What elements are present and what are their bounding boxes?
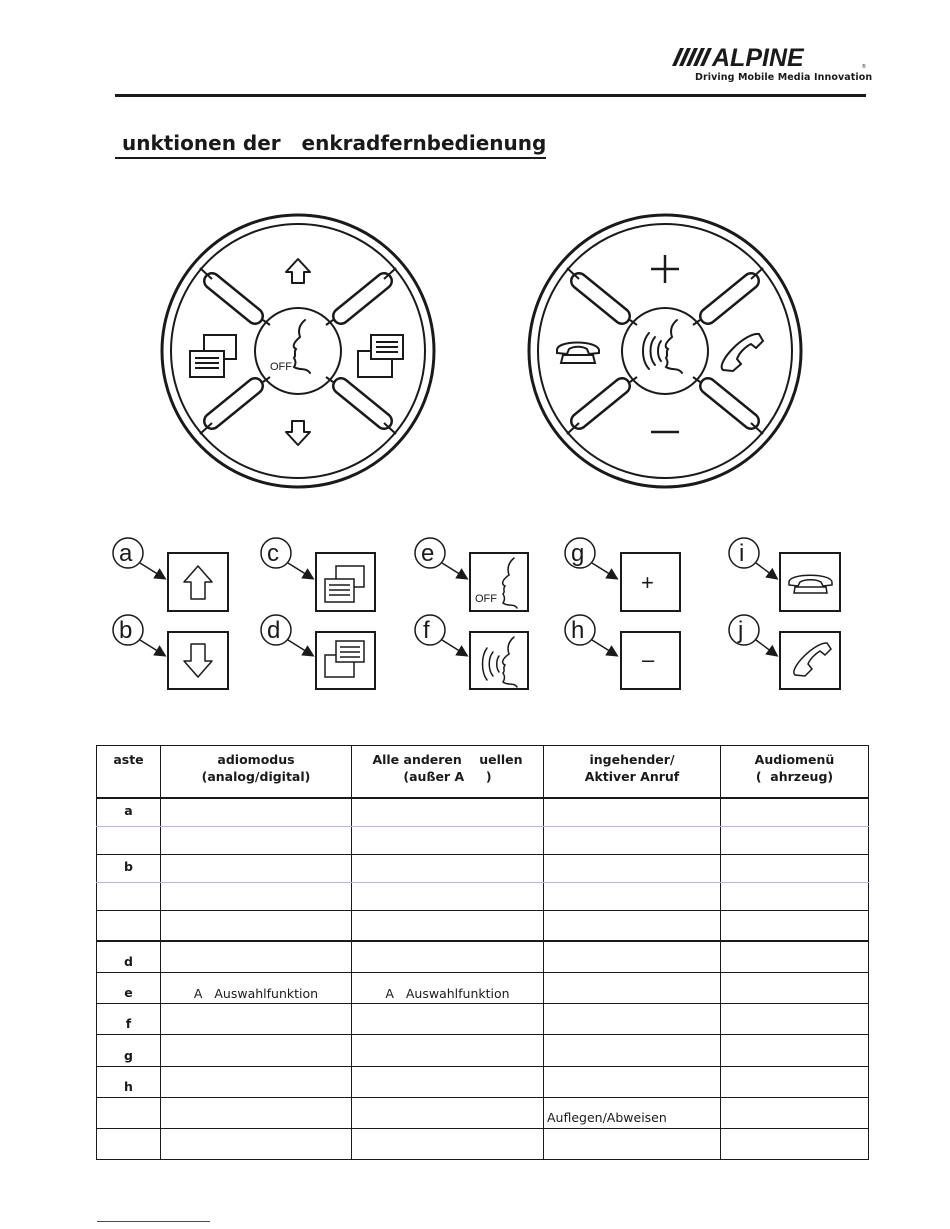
function-table xyxy=(96,745,869,1160)
key-j xyxy=(729,615,840,689)
svg-text:e: e xyxy=(421,540,435,567)
svg-text:a: a xyxy=(119,540,133,567)
footer-link-underline xyxy=(97,1221,210,1222)
arrow-up-icon xyxy=(184,566,212,599)
cards-back-icon xyxy=(325,566,364,602)
table-row: f xyxy=(97,1004,869,1035)
header-call: ingehender/ Aktiver Anruf xyxy=(544,746,721,799)
header-audio-menu: Audiomenü ( ahrzeug) xyxy=(721,746,869,799)
table-row: a xyxy=(97,798,869,827)
svg-text:b: b xyxy=(119,617,133,644)
key-e xyxy=(415,538,528,611)
svg-text:c: c xyxy=(267,540,279,567)
minus-icon: – xyxy=(642,647,655,672)
off-label: OFF xyxy=(270,361,292,373)
table-row: e A Auswahlfunktion A Auswahlfunktion xyxy=(97,973,869,1004)
voice-off-icon xyxy=(503,558,517,608)
alpine-wordmark: ALPINE xyxy=(712,44,804,72)
brand-tagline: Driving Mobile Media Innovation xyxy=(695,72,873,83)
svg-text:®: ® xyxy=(862,64,866,70)
table-row: g xyxy=(97,1035,869,1067)
table-row xyxy=(97,911,869,941)
voice-speak-icon xyxy=(483,637,518,687)
svg-text:j: j xyxy=(738,617,744,644)
svg-text:d: d xyxy=(267,617,281,644)
key-c xyxy=(261,538,375,611)
key-b xyxy=(113,615,228,689)
svg-text:h: h xyxy=(571,617,585,644)
key-h xyxy=(565,615,680,689)
arrow-down-icon xyxy=(184,644,212,677)
svg-text:g: g xyxy=(571,540,585,567)
header-other-sources: Alle anderen uellen (außer A ) xyxy=(352,746,544,799)
table-row: b xyxy=(97,855,869,883)
table-row xyxy=(97,827,869,855)
table-row xyxy=(97,883,869,911)
svg-text:f: f xyxy=(423,617,430,644)
page-title: unktionen der enkradfernbedienung xyxy=(115,130,546,159)
svg-text:OFF: OFF xyxy=(475,593,497,605)
table-row xyxy=(97,1129,869,1160)
table-row: d xyxy=(97,941,869,973)
cards-front-icon xyxy=(325,641,364,677)
key-d xyxy=(261,615,375,689)
plus-icon: + xyxy=(641,570,654,595)
key-f xyxy=(415,615,528,689)
header-radio: adiomodus (analog/digital) xyxy=(161,746,352,799)
table-row: h xyxy=(97,1067,869,1098)
table-header-row xyxy=(97,746,869,799)
phone-answer-icon xyxy=(794,643,831,676)
header-key: aste xyxy=(97,746,161,799)
key-g xyxy=(565,538,680,611)
table-row: Auflegen/Abweisen xyxy=(97,1098,869,1129)
key-a xyxy=(113,538,228,611)
key-i xyxy=(729,538,840,611)
phone-hangup-icon xyxy=(789,575,832,593)
svg-text:i: i xyxy=(739,540,745,567)
